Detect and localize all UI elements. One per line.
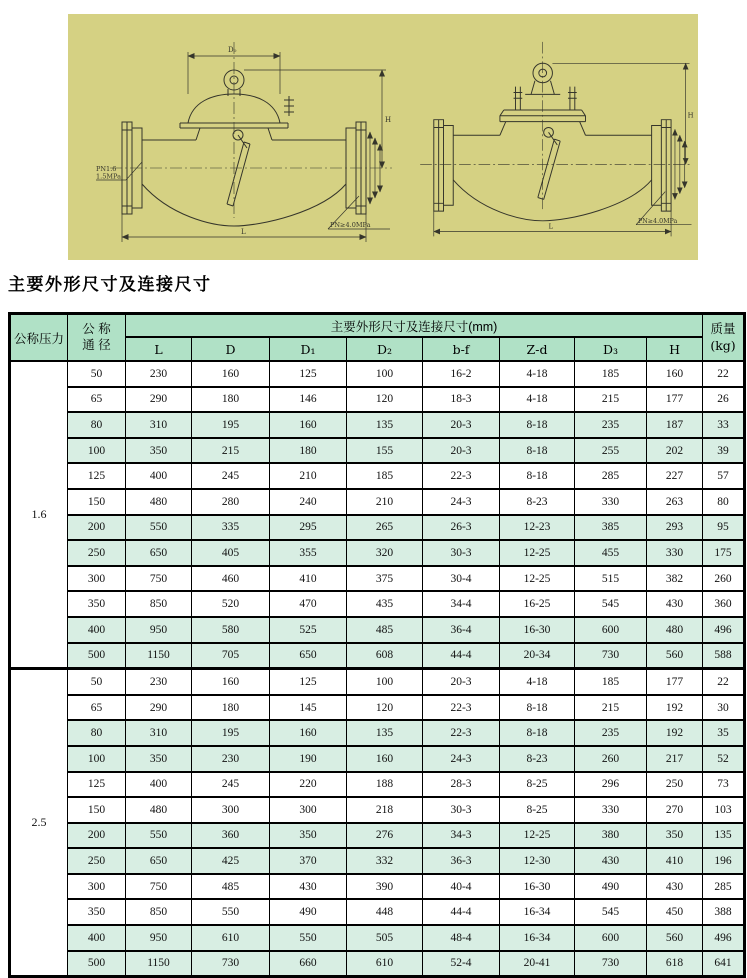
dim-cell: 600 [575, 617, 647, 643]
dim-cell: 12-25 [500, 566, 575, 592]
dim-cell: 180 [192, 695, 270, 721]
dn-cell: 250 [68, 848, 126, 874]
dim-cell: 650 [126, 848, 192, 874]
dim-cell: 160 [192, 669, 270, 695]
dim-cell: 641 [703, 951, 745, 977]
dim-cell: 550 [126, 515, 192, 541]
dim-cell: 8-18 [500, 438, 575, 464]
dim-cell: 8-18 [500, 412, 575, 438]
header-dim-D: D [192, 337, 270, 361]
dim-cell: 155 [347, 438, 423, 464]
dim-cell: 650 [270, 643, 347, 669]
dim-cell: 560 [647, 925, 703, 951]
dim-cell: 95 [703, 515, 745, 541]
dim-cell: 30-4 [423, 566, 500, 592]
dim-cell: 16-34 [500, 899, 575, 925]
header-mass [703, 314, 745, 362]
dim-cell: 8-23 [500, 746, 575, 772]
section-title: 主要外形尺寸及连接尺寸 [8, 275, 212, 294]
dim-cell: 12-25 [500, 823, 575, 849]
dim-cell: 290 [126, 695, 192, 721]
dim-cell: 30-3 [423, 797, 500, 823]
dim-cell: 425 [192, 848, 270, 874]
dim-cell: 26-3 [423, 515, 500, 541]
dim-cell: 20-3 [423, 438, 500, 464]
table-row [10, 951, 745, 977]
dim-cell: 255 [575, 438, 647, 464]
dim-cell: 36-3 [423, 848, 500, 874]
dim-cell: 485 [347, 617, 423, 643]
dim-cell: 260 [703, 566, 745, 592]
dim-cell: 448 [347, 899, 423, 925]
dim-cell: 28-3 [423, 772, 500, 798]
dim-cell: 20-3 [423, 412, 500, 438]
dim-cell: 160 [270, 720, 347, 746]
dim-cell: 185 [575, 669, 647, 695]
dn-cell: 150 [68, 489, 126, 515]
dim-cell: 35 [703, 720, 745, 746]
dim-cell: 16-34 [500, 925, 575, 951]
header-pressure: 公称压力 [10, 314, 68, 362]
dim-cell: 560 [647, 643, 703, 669]
dim-cell: 185 [575, 361, 647, 387]
dim-cell: 310 [126, 720, 192, 746]
dim-cell: 180 [192, 387, 270, 413]
dim-cell: 360 [703, 591, 745, 617]
pn-rating-label2: 1.5MPa [96, 172, 121, 181]
dim-cell: 550 [270, 925, 347, 951]
dim-cell: 750 [126, 566, 192, 592]
dim-cell: 30-3 [423, 540, 500, 566]
dim-cell: 285 [703, 874, 745, 900]
dim-cell: 52 [703, 746, 745, 772]
dim-cell: 125 [270, 669, 347, 695]
dn-cell: 300 [68, 874, 126, 900]
table-row [10, 797, 745, 823]
header-dn-line1: 公 称 [82, 321, 111, 336]
dim-cell: 100 [347, 669, 423, 695]
dim-cell: 430 [647, 874, 703, 900]
dim-cell: 400 [126, 463, 192, 489]
table-row [10, 463, 745, 489]
dim-cell: 44-4 [423, 643, 500, 669]
dim-cell: 218 [347, 797, 423, 823]
dim-cell: 520 [192, 591, 270, 617]
dim-label-h: H [687, 111, 694, 120]
dim-cell: 515 [575, 566, 647, 592]
dim-cell: 382 [647, 566, 703, 592]
dim-cell: 125 [270, 361, 347, 387]
dim-cell: 235 [575, 412, 647, 438]
dim-cell: 18-3 [423, 387, 500, 413]
dim-cell: 190 [270, 746, 347, 772]
dim-cell: 8-23 [500, 489, 575, 515]
dim-cell: 490 [270, 899, 347, 925]
dim-cell: 240 [270, 489, 347, 515]
dim-cell: 330 [575, 489, 647, 515]
table-row [10, 669, 745, 695]
header-mass-line1: 质量 [710, 321, 736, 336]
table-row [10, 899, 745, 925]
dim-cell: 4-18 [500, 669, 575, 695]
dn-cell: 65 [68, 387, 126, 413]
dim-cell: 135 [347, 720, 423, 746]
dim-cell: 660 [270, 951, 347, 977]
dim-cell: 160 [347, 746, 423, 772]
dim-cell: 545 [575, 591, 647, 617]
dim-cell: 450 [647, 899, 703, 925]
dim-cell: 4-18 [500, 387, 575, 413]
dim-cell: 320 [347, 540, 423, 566]
table-row [10, 412, 745, 438]
dim-cell: 263 [647, 489, 703, 515]
dim-cell: 187 [647, 412, 703, 438]
dim-cell: 196 [703, 848, 745, 874]
dim-cell: 310 [126, 412, 192, 438]
dn-cell: 150 [68, 797, 126, 823]
dim-cell: 230 [126, 361, 192, 387]
dim-cell: 12-30 [500, 848, 575, 874]
dim-cell: 230 [126, 669, 192, 695]
dim-cell: 276 [347, 823, 423, 849]
dim-cell: 460 [192, 566, 270, 592]
dim-cell: 480 [647, 617, 703, 643]
dim-cell: 435 [347, 591, 423, 617]
dn-cell: 80 [68, 720, 126, 746]
dim-cell: 34-4 [423, 591, 500, 617]
dim-cell: 388 [703, 899, 745, 925]
dim-cell: 20-41 [500, 951, 575, 977]
dim-cell: 195 [192, 720, 270, 746]
dim-cell: 230 [192, 746, 270, 772]
dim-cell: 135 [703, 823, 745, 849]
dim-cell: 285 [575, 463, 647, 489]
dim-cell: 215 [575, 695, 647, 721]
dim-cell: 192 [647, 695, 703, 721]
dim-cell: 177 [647, 387, 703, 413]
table-row [10, 823, 745, 849]
dn-cell: 200 [68, 823, 126, 849]
dn-cell: 125 [68, 772, 126, 798]
dim-cell: 950 [126, 617, 192, 643]
dim-cell: 730 [575, 643, 647, 669]
dim-cell: 188 [347, 772, 423, 798]
table-row [10, 874, 745, 900]
dim-cell: 120 [347, 387, 423, 413]
dim-cell: 8-18 [500, 463, 575, 489]
dim-cell: 36-4 [423, 617, 500, 643]
table-row [10, 361, 745, 387]
table-row [10, 591, 745, 617]
dim-cell: 300 [270, 797, 347, 823]
header-dim-bf: b-f [423, 337, 500, 361]
dim-cell: 610 [192, 925, 270, 951]
header-dim-Zd: Z-d [500, 337, 575, 361]
table-row [10, 540, 745, 566]
dim-cell: 580 [192, 617, 270, 643]
table-row [10, 643, 745, 669]
dim-cell: 22-3 [423, 463, 500, 489]
dim-cell: 180 [270, 438, 347, 464]
dim-cell: 202 [647, 438, 703, 464]
dim-cell: 410 [270, 566, 347, 592]
dim-cell: 730 [192, 951, 270, 977]
dim-cell: 210 [347, 489, 423, 515]
dim-cell: 608 [347, 643, 423, 669]
dim-cell: 16-30 [500, 874, 575, 900]
table-row [10, 695, 745, 721]
dim-cell: 730 [575, 951, 647, 977]
dim-cell: 48-4 [423, 925, 500, 951]
dim-cell: 485 [192, 874, 270, 900]
dn-cell: 500 [68, 951, 126, 977]
dim-cell: 146 [270, 387, 347, 413]
dim-cell: 650 [126, 540, 192, 566]
dim-cell: 470 [270, 591, 347, 617]
dim-cell: 24-3 [423, 489, 500, 515]
table-row [10, 746, 745, 772]
dn-cell: 250 [68, 540, 126, 566]
dim-cell: 22 [703, 669, 745, 695]
pn-note-label: PN≥4.0MPa [330, 221, 371, 229]
table-row [10, 848, 745, 874]
dim-cell: 16-25 [500, 591, 575, 617]
dim-cell: 280 [192, 489, 270, 515]
dim-cell: 480 [126, 797, 192, 823]
dim-cell: 30 [703, 695, 745, 721]
dim-cell: 12-25 [500, 540, 575, 566]
dn-cell: 300 [68, 566, 126, 592]
table-row [10, 772, 745, 798]
dn-cell: 350 [68, 591, 126, 617]
dim-cell: 16-2 [423, 361, 500, 387]
dim-cell: 330 [647, 540, 703, 566]
dim-cell: 80 [703, 489, 745, 515]
dim-cell: 950 [126, 925, 192, 951]
pn-note-label: PN≥4.0MPa [638, 217, 678, 225]
dim-cell: 850 [126, 591, 192, 617]
dim-cell: 525 [270, 617, 347, 643]
dim-cell: 8-18 [500, 695, 575, 721]
header-dn-line2: 通 径 [82, 337, 111, 352]
dim-label-l: L [548, 222, 554, 231]
dim-cell: 33 [703, 412, 745, 438]
dim-cell: 330 [575, 797, 647, 823]
dim-cell: 370 [270, 848, 347, 874]
dim-cell: 26 [703, 387, 745, 413]
dim-cell: 496 [703, 617, 745, 643]
dim-cell: 265 [347, 515, 423, 541]
dim-cell: 245 [192, 463, 270, 489]
dim-cell: 217 [647, 746, 703, 772]
dn-cell: 100 [68, 746, 126, 772]
table-row [10, 925, 745, 951]
dim-cell: 335 [192, 515, 270, 541]
dim-cell: 455 [575, 540, 647, 566]
dim-cell: 20-34 [500, 643, 575, 669]
dim-cell: 103 [703, 797, 745, 823]
pressure-value: 2.5 [10, 669, 68, 977]
dim-cell: 480 [126, 489, 192, 515]
dim-cell: 410 [647, 848, 703, 874]
dim-cell: 600 [575, 925, 647, 951]
dim-cell: 8-25 [500, 797, 575, 823]
table-body [10, 361, 745, 977]
dim-cell: 34-3 [423, 823, 500, 849]
dim-cell: 332 [347, 848, 423, 874]
dim-cell: 505 [347, 925, 423, 951]
dim-cell: 160 [192, 361, 270, 387]
dim-cell: 220 [270, 772, 347, 798]
table-row [10, 489, 745, 515]
dim-cell: 160 [647, 361, 703, 387]
dim-label-h: H [385, 116, 392, 124]
dim-cell: 430 [647, 591, 703, 617]
dim-cell: 295 [270, 515, 347, 541]
dim-cell: 390 [347, 874, 423, 900]
dim-cell: 550 [126, 823, 192, 849]
dim-cell: 235 [575, 720, 647, 746]
dn-cell: 350 [68, 899, 126, 925]
dim-cell: 20-3 [423, 669, 500, 695]
dim-cell: 375 [347, 566, 423, 592]
dim-cell: 160 [270, 412, 347, 438]
header-mass-line2: (kg) [710, 337, 736, 353]
dim-cell: 215 [575, 387, 647, 413]
dim-cell: 192 [647, 720, 703, 746]
header-dim-D3: D₃ [575, 337, 647, 361]
dim-cell: 350 [126, 746, 192, 772]
dim-cell: 175 [703, 540, 745, 566]
dim-cell: 355 [270, 540, 347, 566]
dim-cell: 8-25 [500, 772, 575, 798]
dn-cell: 400 [68, 617, 126, 643]
table-row [10, 515, 745, 541]
table-row [10, 617, 745, 643]
dim-cell: 22-3 [423, 695, 500, 721]
dim-cell: 120 [347, 695, 423, 721]
dim-cell: 1150 [126, 951, 192, 977]
dim-cell: 39 [703, 438, 745, 464]
dim-cell: 385 [575, 515, 647, 541]
header-dim-D1: D₁ [270, 337, 347, 361]
dim-cell: 360 [192, 823, 270, 849]
dim-cell: 16-30 [500, 617, 575, 643]
header-dim-D2: D₂ [347, 337, 423, 361]
dim-cell: 380 [575, 823, 647, 849]
dim-cell: 100 [347, 361, 423, 387]
dim-cell: 405 [192, 540, 270, 566]
dn-cell: 400 [68, 925, 126, 951]
dim-cell: 245 [192, 772, 270, 798]
dim-cell: 588 [703, 643, 745, 669]
dim-cell: 545 [575, 899, 647, 925]
dim-cell: 185 [347, 463, 423, 489]
dim-cell: 22 [703, 361, 745, 387]
table-row [10, 566, 745, 592]
dim-cell: 260 [575, 746, 647, 772]
dim-cell: 850 [126, 899, 192, 925]
dim-cell: 290 [126, 387, 192, 413]
dim-cell: 177 [647, 669, 703, 695]
dim-cell: 750 [126, 874, 192, 900]
dim-cell: 250 [647, 772, 703, 798]
dimensions-table [8, 312, 746, 978]
dim-cell: 430 [270, 874, 347, 900]
table-row [10, 438, 745, 464]
valve-drawing-panel [68, 14, 698, 260]
header-dim-H: H [647, 337, 703, 361]
valve-drawing-right [406, 38, 694, 250]
dn-cell: 200 [68, 515, 126, 541]
dim-cell: 4-18 [500, 361, 575, 387]
dim-cell: 135 [347, 412, 423, 438]
dim-cell: 293 [647, 515, 703, 541]
dn-cell: 50 [68, 669, 126, 695]
dim-cell: 40-4 [423, 874, 500, 900]
valve-drawing-left [94, 36, 399, 251]
dn-cell: 80 [68, 412, 126, 438]
dim-cell: 350 [126, 438, 192, 464]
dim-cell: 52-4 [423, 951, 500, 977]
dim-cell: 22-3 [423, 720, 500, 746]
dim-cell: 12-23 [500, 515, 575, 541]
table-row [10, 720, 745, 746]
dim-cell: 490 [575, 874, 647, 900]
dim-cell: 296 [575, 772, 647, 798]
pressure-value: 1.6 [10, 361, 68, 669]
dim-cell: 270 [647, 797, 703, 823]
dim-cell: 44-4 [423, 899, 500, 925]
dn-cell: 500 [68, 643, 126, 669]
dim-label-d0: D₀ [228, 46, 237, 54]
dn-cell: 65 [68, 695, 126, 721]
dim-cell: 57 [703, 463, 745, 489]
dim-cell: 618 [647, 951, 703, 977]
header-dn [68, 314, 126, 362]
dim-cell: 215 [192, 438, 270, 464]
dim-cell: 1150 [126, 643, 192, 669]
dim-cell: 430 [575, 848, 647, 874]
dim-cell: 400 [126, 772, 192, 798]
dim-cell: 350 [270, 823, 347, 849]
dim-cell: 705 [192, 643, 270, 669]
dim-label-l: L [241, 228, 246, 236]
dim-cell: 350 [647, 823, 703, 849]
dim-cell: 210 [270, 463, 347, 489]
header-dim-L: L [126, 337, 192, 361]
dim-cell: 24-3 [423, 746, 500, 772]
table-row [10, 387, 745, 413]
dim-cell: 145 [270, 695, 347, 721]
dn-cell: 125 [68, 463, 126, 489]
pn-rating-label: PN1.6 [96, 165, 117, 173]
dn-cell: 100 [68, 438, 126, 464]
dim-cell: 496 [703, 925, 745, 951]
header-dims-group: 主要外形尺寸及连接尺寸(mm) [126, 314, 703, 338]
dim-cell: 73 [703, 772, 745, 798]
dim-cell: 550 [192, 899, 270, 925]
dn-cell: 50 [68, 361, 126, 387]
dim-cell: 300 [192, 797, 270, 823]
dim-cell: 610 [347, 951, 423, 977]
dim-cell: 8-18 [500, 720, 575, 746]
dim-cell: 195 [192, 412, 270, 438]
dim-cell: 227 [647, 463, 703, 489]
